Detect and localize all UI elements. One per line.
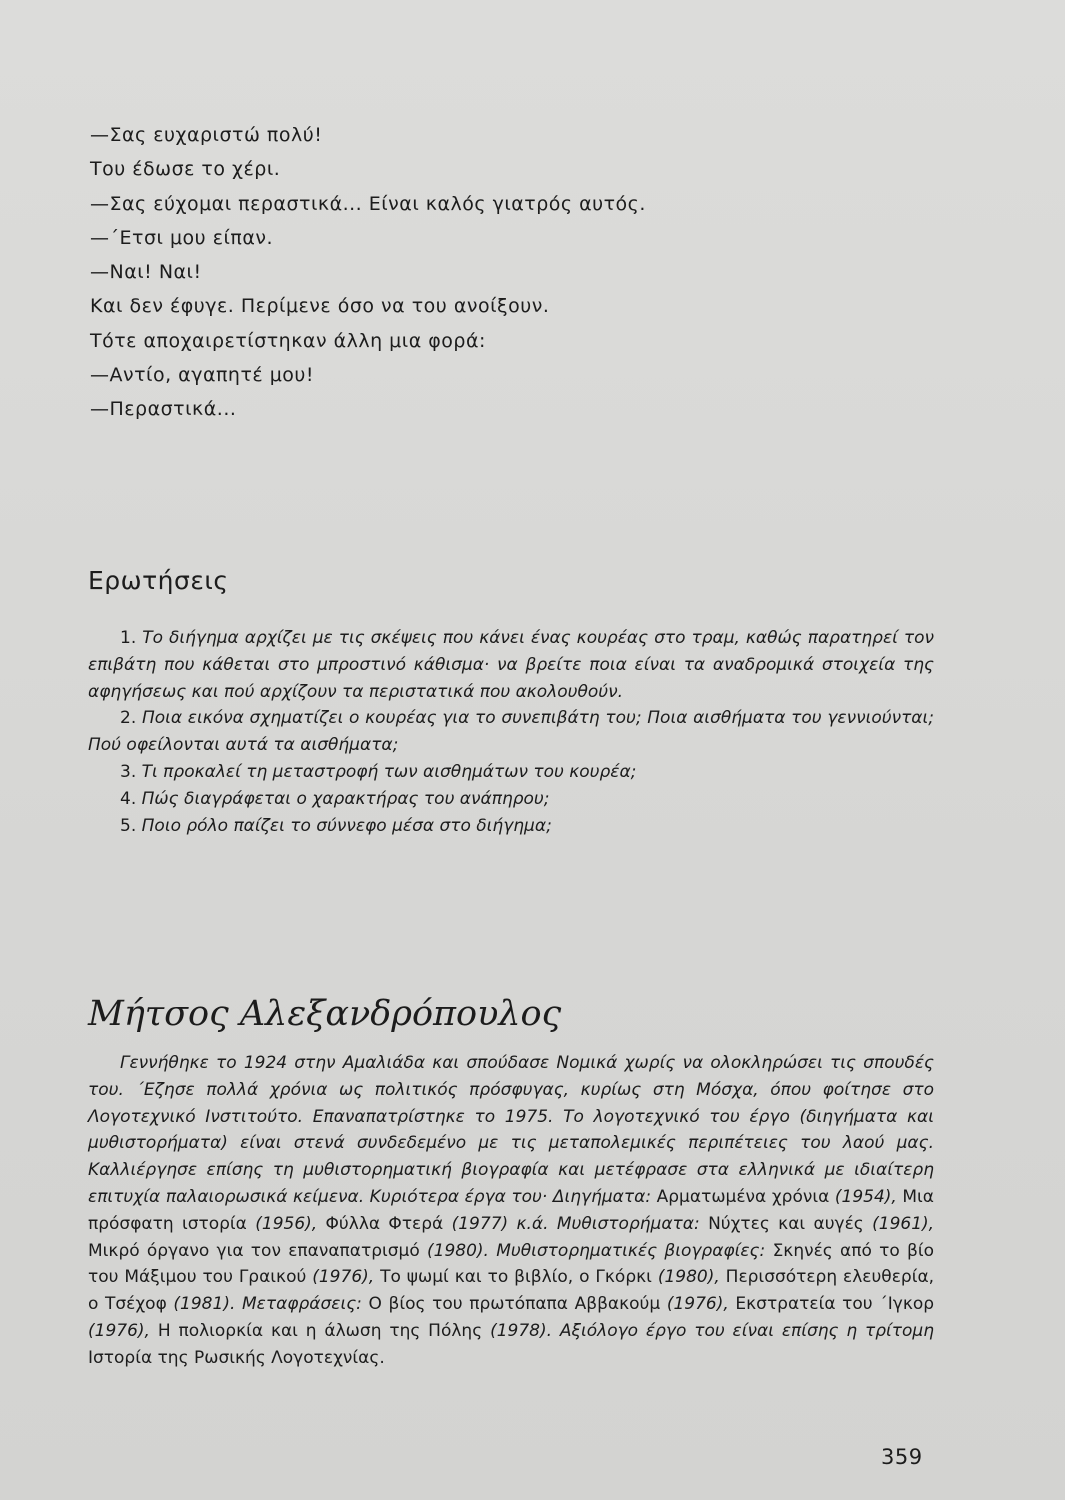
- dialogue-line: —΄Ετσι μου είπαν.: [90, 226, 274, 249]
- dialogue-line: —Ναι! Ναι!: [90, 261, 202, 284]
- question-item: [88, 786, 934, 813]
- author-name: Μήτσος Αλεξανδρόπουλος: [88, 994, 562, 1034]
- works-label-biographies: Μυθιστορηματικές βιογραφίες:: [496, 1240, 766, 1261]
- question-number: 2.: [120, 708, 137, 729]
- question-text: Το διήγημα αρχίζει με τις σκέψεις που κάνει ένας κουρέας στο τραμ, καθώς παρατηρεί τον επιβάτη που κάθεται στο μπροστινό κάθισμα· να βρείτε ποια είναι τα αναδρομικά στοιχεία της αφηγήσεως και πού αρχίζουν τα περιστατικά που ακολουθούν.: [88, 628, 934, 702]
- work-title: Μικρό όργανο για τον επαναπατρισμό: [88, 1240, 420, 1261]
- bio-closing-text: Αξιόλογο έργο του είναι επίσης η τρίτομη: [559, 1320, 935, 1341]
- work-title: Φύλλα Φτερά: [325, 1213, 444, 1234]
- question-item: [88, 759, 934, 786]
- work-year: (1981).: [173, 1294, 236, 1315]
- work-year: (1980),: [657, 1267, 720, 1288]
- dialogue-line: —Σας εύχομαι περαστικά... Είναι καλός γιατρός αυτός.: [90, 192, 646, 215]
- question-item: [88, 705, 934, 759]
- work-year: (1978).: [490, 1320, 552, 1341]
- work-title: Αρματωμένα χρόνια: [656, 1186, 830, 1207]
- work-title: Το ψωμί και το βιβλίο, ο Γκόρκι: [380, 1267, 652, 1288]
- work-title: Εκστρατεία του ΄Ιγκορ: [735, 1294, 935, 1315]
- dialogue-line: Και δεν έφυγε. Περίμενε όσο να του ανοίξουν.: [90, 295, 550, 318]
- work-year: (1976),: [666, 1294, 729, 1315]
- question-number: 4.: [120, 788, 137, 809]
- work-year: (1961),: [872, 1213, 935, 1234]
- work-title: Σκηνές από το βίο του Μάξιμου του Γραικού: [88, 1240, 935, 1288]
- work-title: Ο βίος του πρωτόπαπα Αββακούμ: [368, 1294, 661, 1315]
- question-text: Ποια εικόνα σχηματίζει ο κουρέας για το συνεπιβάτη του; Ποια αισθήματα του γεννιούνται; Πού οφείλονται αυτά τα αισθήματα;: [88, 708, 934, 756]
- author-biography: [88, 1050, 934, 1372]
- work-year: (1976),: [88, 1320, 150, 1341]
- work-year: (1980).: [427, 1240, 489, 1261]
- work-year: (1976),: [312, 1267, 375, 1288]
- works-label-short-stories: Διηγήματα:: [552, 1186, 652, 1207]
- dialogue-line: —Περαστικά...: [90, 398, 237, 421]
- work-title: Νύχτες και αυγές: [708, 1213, 864, 1234]
- question-text: Ποιο ρόλο παίζει το σύννεφο μέσα στο διήγημα;: [141, 815, 552, 836]
- question-number: 5.: [120, 815, 137, 836]
- question-number: 1.: [120, 628, 137, 648]
- page-number: 359: [881, 1445, 923, 1469]
- bio-intro: Γεννήθηκε το 1924 στην Αμαλιάδα και σπούδασε Νομικά χωρίς να ολοκληρώσει τις σπουδές του. ΄Εζησε πολλά χρόνια ως πολιτικός πρόσφυγας, κυρίως στη Μόσχα, όπου φοίτησε στο Λογοτεχνικό Ινστιτούτο. Επαναπατρίστηκε το 1975. Το λογοτεχνικό του έργο (διηγήματα και μυθιστορήματα) είναι στενά συνδεδεμένο με τις μεταπολεμικές περιπέτειες του λαού μας. Καλλιέργησε επίσης τη μυθιστορηματική βιογραφία και μετέφρασε στα ελληνικά με ιδιαίτερη επιτυχία παλαιορωσικά κείμενα. Κυριότερα έργα του·: [88, 1053, 934, 1207]
- work-year: (1956),: [255, 1213, 318, 1234]
- dialogue-line: —Αντίο, αγαπητέ μου!: [90, 364, 315, 387]
- dialogue-excerpt: [90, 118, 930, 427]
- work-title: Περισσότερη ελευθερία, ο Τσέχοφ: [88, 1267, 935, 1315]
- questions-list: [88, 625, 934, 839]
- dialogue-line: Του έδωσε το χέρι.: [90, 158, 281, 181]
- questions-heading: Ερωτήσεις: [88, 566, 229, 595]
- question-number: 3.: [120, 761, 137, 782]
- work-year: (1977) κ.ά.: [451, 1213, 549, 1234]
- works-label-translations: Μεταφράσεις:: [241, 1294, 362, 1315]
- dialogue-line: Τότε αποχαιρετίστηκαν άλλη μια φορά:: [90, 329, 486, 352]
- work-title: Μια πρόσφατη ιστορία: [88, 1186, 935, 1234]
- work-title: Η πολιορκία και η άλωση της Πόλης: [157, 1320, 483, 1341]
- works-label-novels: Μυθιστορήματα:: [556, 1213, 700, 1234]
- question-item: [88, 625, 934, 705]
- question-item: [88, 813, 934, 840]
- question-text: Τι προκαλεί τη μεταστροφή των αισθημάτων του κουρέα;: [141, 761, 637, 782]
- work-year: (1954),: [834, 1186, 897, 1207]
- question-text: Πώς διαγράφεται ο χαρακτήρας του ανάπηρου;: [141, 788, 550, 809]
- dialogue-line: —Σας ευχαριστώ πολύ!: [90, 124, 323, 146]
- work-title: Ιστορία της Ρωσικής Λογοτεχνίας.: [88, 1347, 385, 1368]
